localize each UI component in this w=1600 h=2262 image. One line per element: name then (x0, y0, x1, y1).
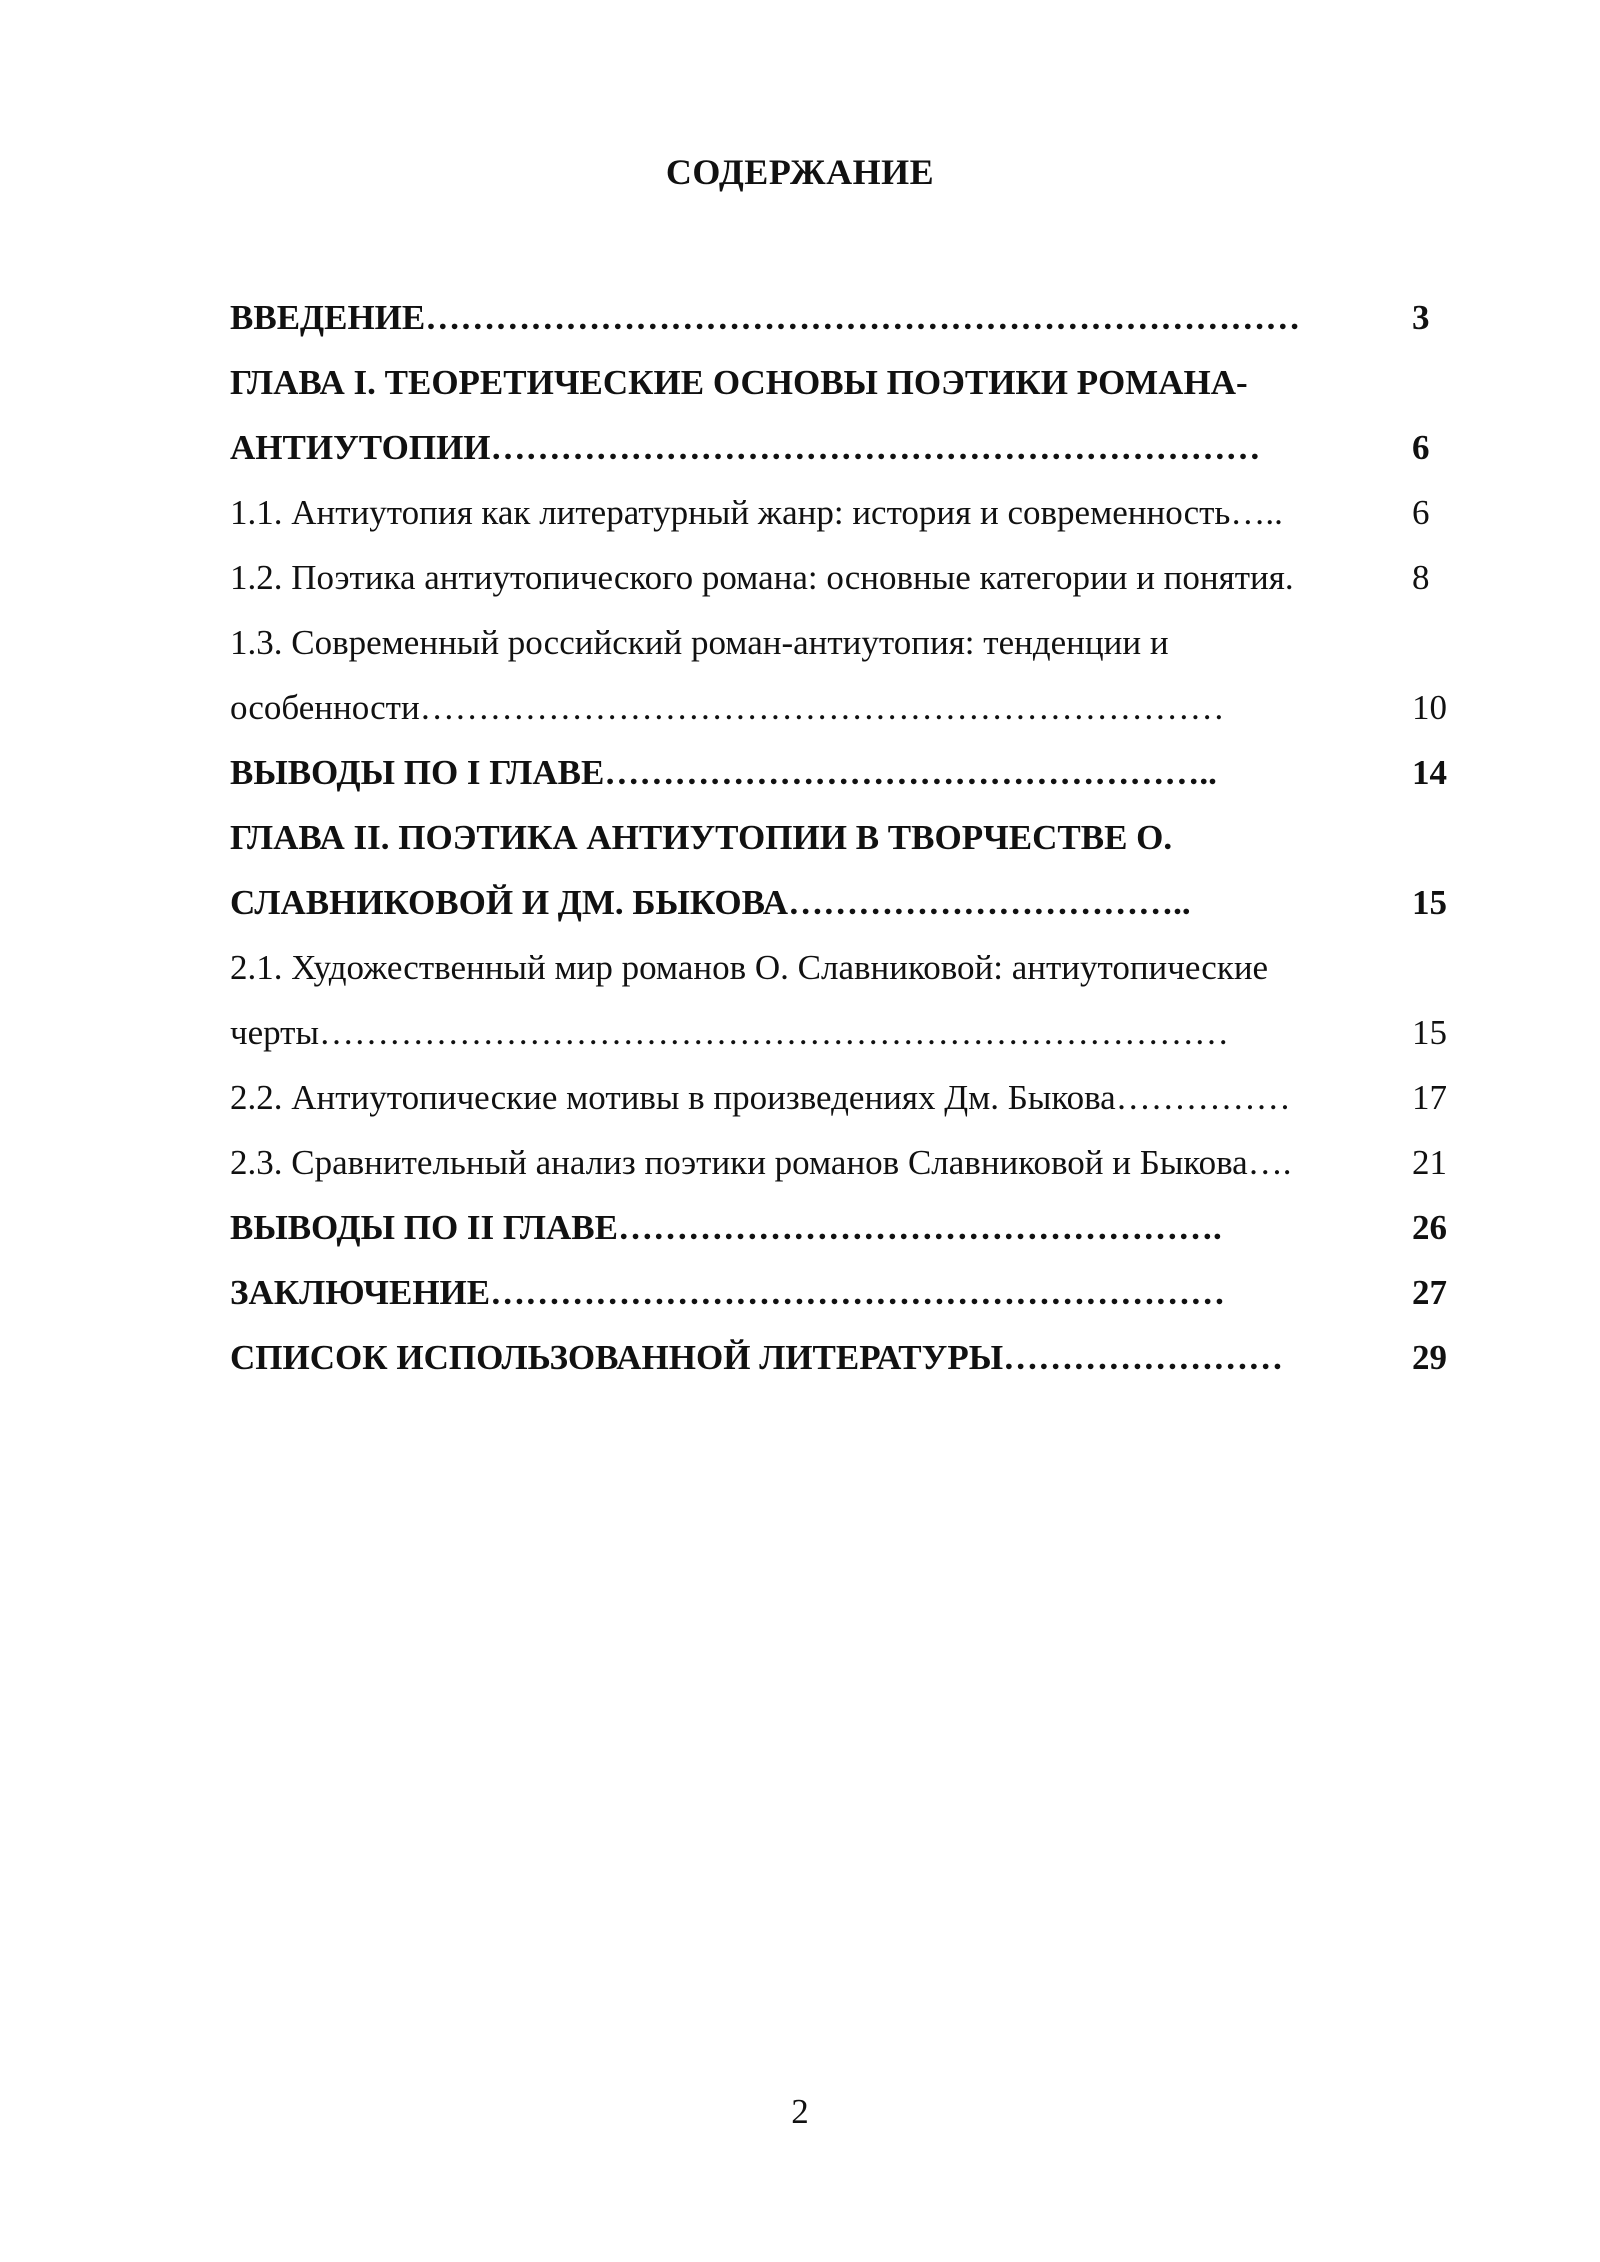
toc-entry-text: ГЛАВА I. ТЕОРЕТИЧЕСКИЕ ОСНОВЫ ПОЭТИКИ РОМАНА- (230, 363, 1248, 402)
toc-entry-page: 6 (1412, 428, 1430, 467)
toc-entry-page: 21 (1412, 1143, 1447, 1182)
toc-entry-page: 10 (1412, 688, 1447, 727)
toc-entry (230, 1130, 1465, 1195)
toc-entry-text: 2.2. Антиутопические мотивы в произведениях Дм. Быкова…………… (230, 1078, 1291, 1117)
toc-entry (230, 285, 1465, 350)
toc-entry (230, 610, 1465, 675)
toc-entry-text: ВВЕДЕНИЕ………………………………………………………………… (230, 298, 1301, 337)
toc-entry-text: СЛАВНИКОВОЙ И ДМ. БЫКОВА…………………………….. (230, 883, 1191, 922)
toc-entry (230, 870, 1465, 935)
toc-entry (230, 545, 1465, 610)
toc-entry-page: 8 (1412, 558, 1430, 597)
toc-entry-text: черты…………………………………………………………………… (230, 1013, 1229, 1052)
toc-entry-text: ЗАКЛЮЧЕНИЕ……………………………………………………… (230, 1273, 1226, 1312)
page-title: СОДЕРЖАНИЕ (665, 152, 935, 192)
toc-entry-page: 15 (1412, 883, 1447, 922)
toc-entry-text: 1.2. Поэтика антиутопического романа: основные категории и понятия. (230, 558, 1294, 597)
toc-entry (230, 1325, 1465, 1390)
toc-entry-text: 1.1. Антиутопия как литературный жанр: история и современность….. (230, 493, 1283, 532)
toc-entry-page: 26 (1412, 1208, 1447, 1247)
toc-entry-text: ВЫВОДЫ ПО I ГЛАВЕ…………………………………………….. (230, 753, 1217, 792)
toc-entry (230, 480, 1465, 545)
toc-entry (230, 415, 1465, 480)
toc-entry (230, 675, 1465, 740)
toc-entry-text: ВЫВОДЫ ПО II ГЛАВЕ……………………………………………. (230, 1208, 1222, 1247)
table-of-contents (230, 285, 1465, 1390)
toc-entry-text: ГЛАВА II. ПОЭТИКА АНТИУТОПИИ В ТВОРЧЕСТВЕ О. (230, 818, 1173, 857)
toc-entry-page: 27 (1412, 1273, 1447, 1312)
toc-entry-page: 17 (1412, 1078, 1447, 1117)
toc-entry-text: особенности…………………………………………………………… (230, 688, 1225, 727)
toc-entry-page: 3 (1412, 298, 1430, 337)
toc-entry-text: 2.3. Сравнительный анализ поэтики романов Славниковой и Быкова…. (230, 1143, 1292, 1182)
toc-entry (230, 1000, 1465, 1065)
toc-entry-page: 14 (1412, 753, 1447, 792)
toc-entry (230, 805, 1465, 870)
toc-entry (230, 350, 1465, 415)
toc-entry (230, 740, 1465, 805)
toc-entry (230, 1065, 1465, 1130)
toc-entry-page: 29 (1412, 1338, 1447, 1377)
toc-entry (230, 1195, 1465, 1260)
toc-entry (230, 935, 1465, 1000)
toc-entry-text: АНТИУТОПИИ………………………………………………………… (230, 428, 1261, 467)
toc-entry-page: 6 (1412, 493, 1430, 532)
toc-entry-text: 1.3. Современный российский роман-антиутопия: тенденции и (230, 623, 1169, 662)
toc-entry-page: 15 (1412, 1013, 1447, 1052)
toc-entry-text: СПИСОК ИСПОЛЬЗОВАННОЙ ЛИТЕРАТУРЫ…………………… (230, 1338, 1284, 1377)
page-number: 2 (791, 2092, 809, 2131)
toc-entry-text: 2.1. Художественный мир романов О. Славниковой: антиутопические (230, 948, 1269, 987)
toc-entry (230, 1260, 1465, 1325)
